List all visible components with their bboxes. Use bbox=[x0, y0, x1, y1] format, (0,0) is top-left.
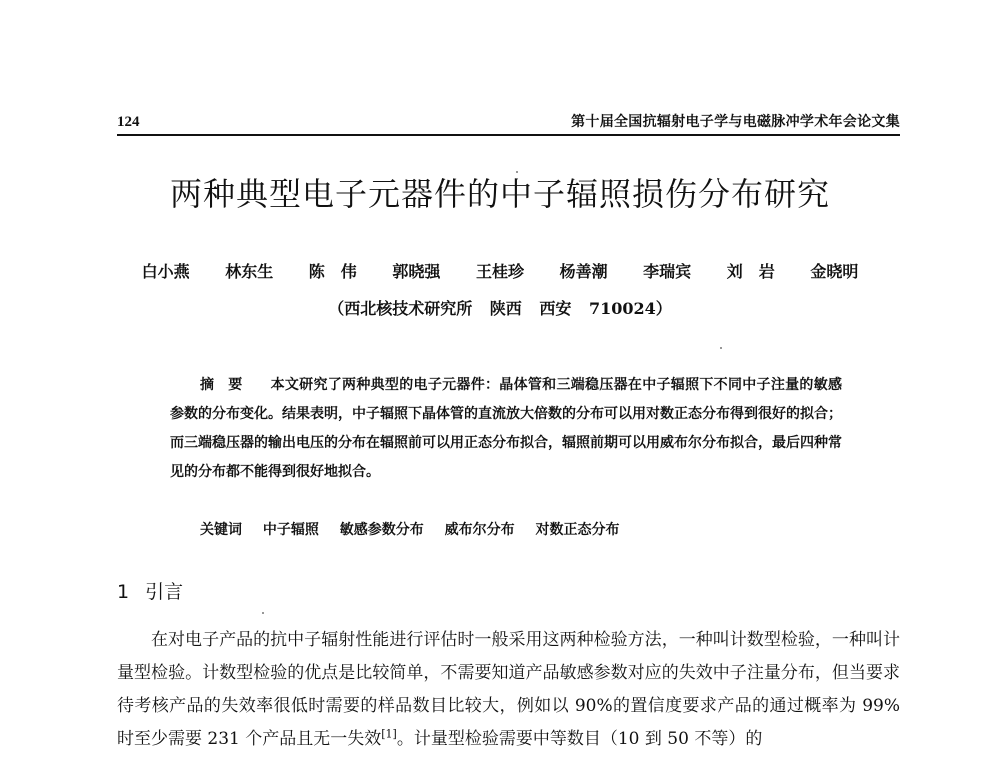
paper-title: 两种典型电子元器件的中子辐照损伤分布研究 bbox=[169, 175, 830, 213]
author-name: 王桂珍 bbox=[475, 262, 524, 281]
author-name: 白小燕 bbox=[141, 262, 190, 281]
page-number: 124 bbox=[117, 114, 140, 130]
section-number: 1 bbox=[117, 581, 130, 603]
keyword: 威布尔分布 bbox=[444, 522, 515, 538]
affiliation bbox=[0, 297, 1000, 321]
keyword: 敏感参数分布 bbox=[339, 522, 424, 538]
author-name: 郭晓强 bbox=[392, 262, 441, 281]
author-name: 金晓明 bbox=[810, 262, 859, 281]
affiliation-city: 西安 bbox=[539, 299, 572, 318]
abstract bbox=[170, 371, 842, 487]
body-paragraph bbox=[117, 624, 900, 756]
keyword: 中子辐照 bbox=[262, 522, 319, 538]
abstract-label: 摘要 bbox=[200, 377, 257, 393]
keywords bbox=[200, 518, 860, 542]
section-heading bbox=[117, 578, 183, 606]
author-name: 陈 伟 bbox=[308, 262, 357, 281]
citation-reference[interactable]: [1] bbox=[381, 727, 397, 741]
running-header bbox=[117, 112, 900, 136]
affiliation-province: 陕西 bbox=[489, 299, 522, 318]
author-list bbox=[0, 260, 1000, 284]
section-title: 引言 bbox=[145, 581, 184, 603]
scan-speck bbox=[516, 171, 518, 173]
author-name: 林东生 bbox=[225, 262, 274, 281]
author-name: 刘 岩 bbox=[726, 262, 775, 281]
affiliation-institute: （西北核技术研究所 bbox=[328, 299, 473, 318]
body-text-part: 。计量型检验需要中等数目（10 到 50 不等）的 bbox=[396, 729, 763, 749]
keywords-label: 关键词 bbox=[200, 522, 242, 538]
abstract-text: 本文研究了两种典型的电子元器件：晶体管和三端稳压器在中子辐照下不同中子注量的敏感参数的分布变化。结果表明，中子辐照下晶体管的直流放大倍数的分布可以用对数正态分布得到很好的拟合；而三端稳压器的输出电压的分布在辐照前可以用正态分布拟合，辐照前期可以用威布尔分布拟合，最后四种常见的分布都不能得到很好地拟合。 bbox=[170, 377, 843, 480]
scan-speck bbox=[720, 347, 722, 349]
affiliation-postcode: 710024） bbox=[588, 299, 672, 318]
keyword: 对数正态分布 bbox=[535, 522, 620, 538]
body-text-part: 在对电子产品的抗中子辐射性能进行评估时一般采用这两种检验方法，一种叫计数型检验，一种叫计量型检验。计数型检验的优点是比较简单，不需要知道产品敏感参数对应的失效中子注量分布，但当要求待考核产品的失效率很低时需要的样品数目比较大，例如以 90%的置信度要求产品的通过概率为 99%时至少需要 231 个产品且无一失效 bbox=[117, 630, 900, 749]
author-name: 李瑞宾 bbox=[643, 262, 692, 281]
scan-speck bbox=[262, 612, 264, 614]
author-name: 杨善潮 bbox=[559, 262, 608, 281]
journal-title: 第十届全国抗辐射电子学与电磁脉冲学术年会论文集 bbox=[571, 114, 900, 130]
